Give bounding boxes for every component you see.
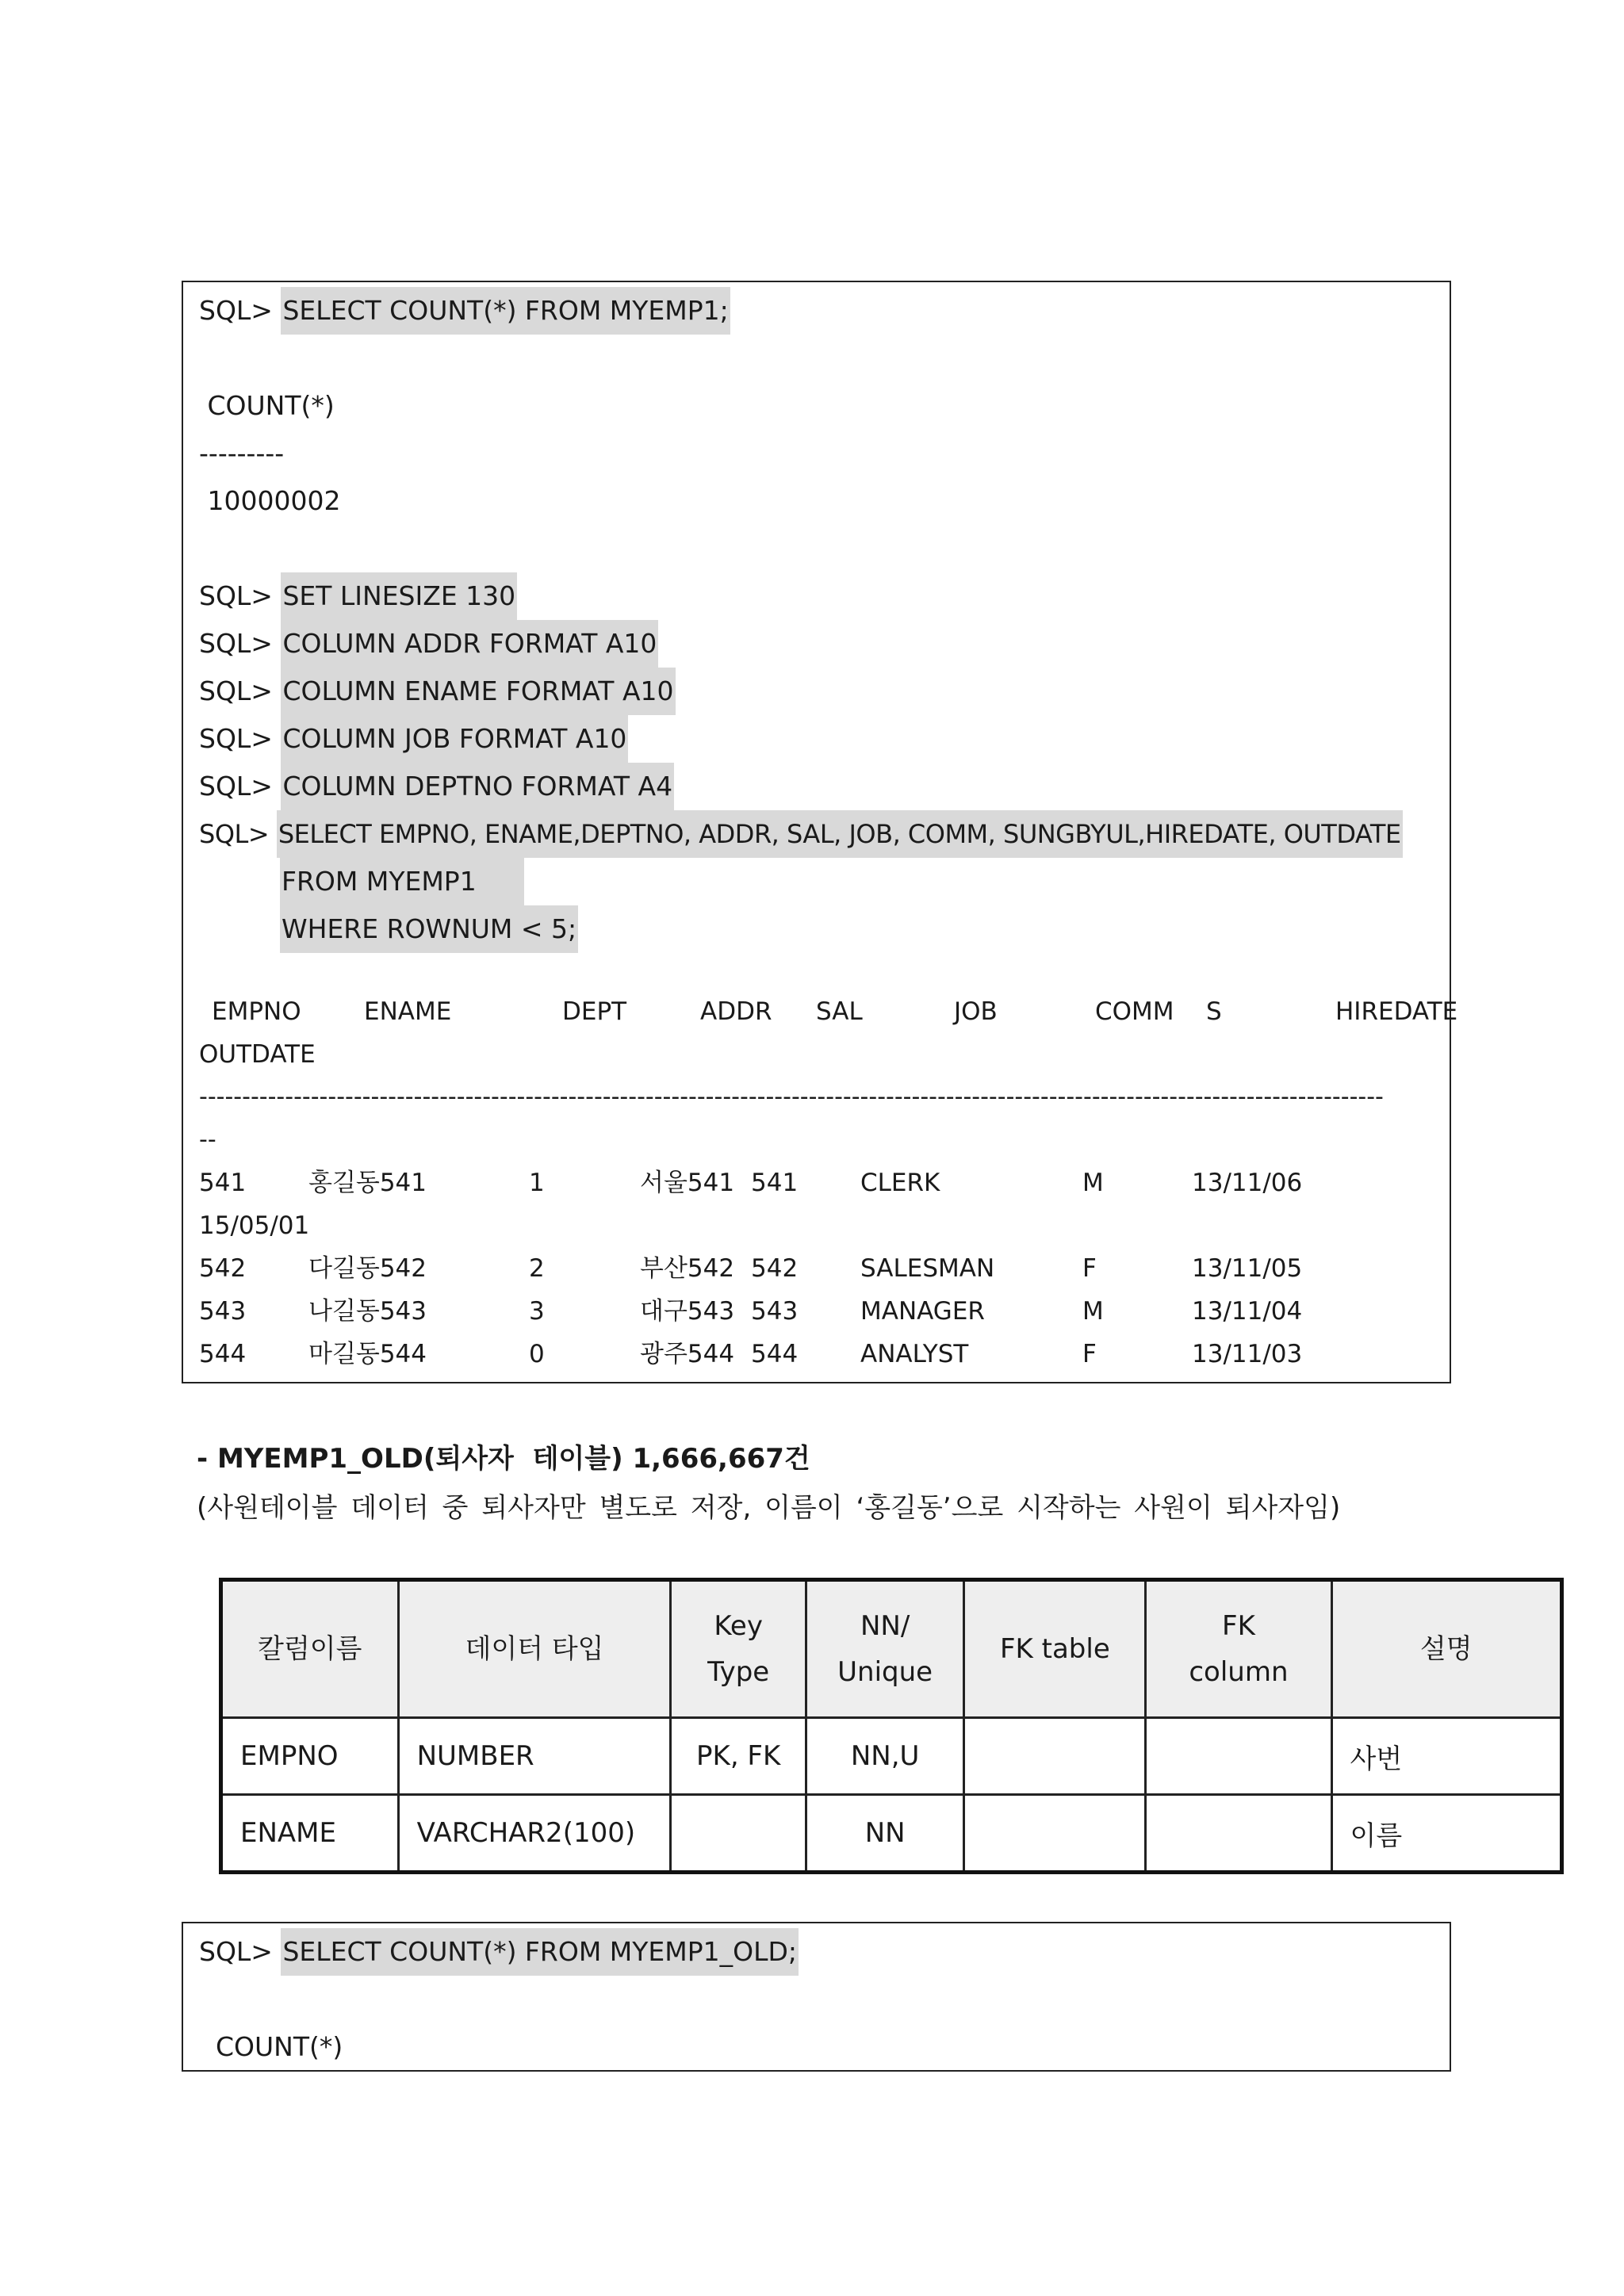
result-column-header: SAL <box>816 997 863 1026</box>
table-cell: 13/11/04 <box>1192 1297 1303 1326</box>
table-cell: NUMBER <box>398 1718 671 1795</box>
table-cell <box>671 1795 806 1873</box>
table-cell: 대구543 <box>640 1297 735 1326</box>
table-cell <box>964 1795 1146 1873</box>
sql-output-box-myemp1-old <box>182 1922 1451 2072</box>
table-cell <box>964 1718 1146 1795</box>
table-cell: 2 <box>529 1254 545 1283</box>
table-cell: M <box>1082 1169 1104 1197</box>
sql-command: SELECT COUNT(*) FROM MYEMP1; <box>281 287 730 335</box>
sql-command: COLUMN DEPTNO FORMAT A4 <box>281 763 674 810</box>
sql-line-select <box>199 810 1403 858</box>
sql-command: SELECT EMPNO, ENAME,DEPTNO, ADDR, SAL, JOB, COMM, SUNGBYUL,HIREDATE, OUTDATE <box>277 810 1403 858</box>
sql-command: COLUMN ADDR FORMAT A10 <box>281 620 658 668</box>
table-cell: VARCHAR2(100) <box>398 1795 671 1873</box>
table-cell: 서울541 <box>640 1169 735 1197</box>
sql-line-where <box>280 905 578 953</box>
result-value: 10000002 <box>199 485 341 516</box>
table-cell: 542 <box>751 1254 799 1283</box>
table-cell: 부산542 <box>640 1254 735 1283</box>
table-cell: 3 <box>529 1297 545 1326</box>
sql-prompt: SQL> <box>199 771 282 802</box>
header-key-type <box>671 1580 806 1718</box>
sql-command: COLUMN ENAME FORMAT A10 <box>281 668 675 715</box>
result-column-header: ENAME <box>364 997 452 1026</box>
section-title: - MYEMP1_OLD(퇴사자 테이블) 1,666,667건 <box>197 1443 810 1475</box>
result-column-header: JOB <box>954 997 998 1026</box>
table-cell: EMPNO <box>221 1718 399 1795</box>
sql-line-setup <box>199 620 658 668</box>
sql-line-setup <box>199 763 674 810</box>
header-text: FK <box>1222 1610 1255 1642</box>
sql-prompt: SQL> <box>199 628 282 659</box>
sql-prompt: SQL> <box>199 1936 282 1967</box>
result-column-header: DEPT <box>562 997 627 1026</box>
table-cell: 다길동542 <box>308 1254 427 1283</box>
sql-line-from <box>280 858 524 905</box>
header-column-name: 칼럼이름 <box>221 1580 399 1718</box>
result-column-header: S <box>1206 997 1222 1026</box>
table-cell: SALESMAN <box>860 1254 995 1283</box>
column-spec-table <box>219 1578 1564 1874</box>
table-cell: 544 <box>751 1340 799 1368</box>
table-cell: PK, FK <box>671 1718 806 1795</box>
sql-command: COLUMN JOB FORMAT A10 <box>281 715 628 763</box>
result-header: COUNT(*) <box>199 390 335 421</box>
sql-prompt: SQL> <box>199 819 277 849</box>
sql-line-setup <box>199 668 676 715</box>
result-header: COUNT(*) <box>199 2031 343 2062</box>
header-description: 설명 <box>1331 1580 1561 1718</box>
table-cell: 541 <box>751 1169 799 1197</box>
table-cell: 사번 <box>1331 1718 1561 1795</box>
table-cell: 이름 <box>1331 1795 1561 1873</box>
header-data-type: 데이터 타입 <box>398 1580 671 1718</box>
result-separator: -- <box>199 1126 216 1154</box>
header-nn-unique <box>806 1580 964 1718</box>
result-column-header: OUTDATE <box>199 1040 316 1069</box>
table-cell: 541 <box>199 1169 247 1197</box>
table-cell <box>1146 1718 1331 1795</box>
table-cell: 542 <box>199 1254 247 1283</box>
table-cell: ENAME <box>221 1795 399 1873</box>
header-fk-column <box>1146 1580 1331 1718</box>
table-cell: NN,U <box>806 1718 964 1795</box>
table-header-row <box>221 1580 1562 1718</box>
result-column-header: EMPNO <box>212 997 301 1026</box>
sql-command: FROM MYEMP1 <box>280 858 524 905</box>
sql-command: WHERE ROWNUM < 5; <box>280 905 578 953</box>
table-cell: 543 <box>199 1297 247 1326</box>
sql-line-setup <box>199 715 628 763</box>
table-cell: F <box>1082 1340 1097 1368</box>
table-row <box>221 1718 1562 1795</box>
header-fk-table: FK table <box>964 1580 1146 1718</box>
header-text: NN/ <box>860 1610 910 1642</box>
sql-prompt: SQL> <box>199 580 282 611</box>
table-cell: M <box>1082 1297 1104 1326</box>
table-cell: 마길동544 <box>308 1340 427 1368</box>
section-description: (사원테이블 데이터 중 퇴사자만 별도로 저장, 이름이 ‘홍길동’으로 시작하는 사원이 퇴사자임) <box>197 1492 1341 1524</box>
table-cell: 광주544 <box>640 1340 735 1368</box>
header-text: column <box>1189 1656 1289 1688</box>
header-text: Type <box>707 1656 770 1688</box>
table-cell: 15/05/01 <box>199 1211 310 1240</box>
sql-prompt: SQL> <box>199 295 282 326</box>
table-cell: MANAGER <box>860 1297 985 1326</box>
table-cell: 0 <box>529 1340 545 1368</box>
table-cell: 13/11/03 <box>1192 1340 1303 1368</box>
table-cell: 나길동543 <box>308 1297 427 1326</box>
result-separator: --------- <box>199 438 285 469</box>
table-row <box>221 1795 1562 1873</box>
table-cell: 홍길동541 <box>308 1169 427 1197</box>
header-text: Unique <box>837 1656 933 1688</box>
result-column-header: ADDR <box>700 997 772 1026</box>
sql-line-count <box>199 1928 799 1976</box>
sql-prompt: SQL> <box>199 675 282 706</box>
sql-command: SET LINESIZE 130 <box>281 572 517 620</box>
table-cell: 1 <box>529 1169 545 1197</box>
table-cell: F <box>1082 1254 1097 1283</box>
table-cell: ANALYST <box>860 1340 969 1368</box>
table-cell: 543 <box>751 1297 799 1326</box>
sql-line-count <box>199 287 730 335</box>
sql-command: SELECT COUNT(*) FROM MYEMP1_OLD; <box>281 1928 799 1976</box>
result-column-header: HIREDATE <box>1335 997 1458 1026</box>
result-separator: ------------------------------------------------------------------------------------------------------------------------------------------ <box>199 1083 1384 1111</box>
sql-prompt: SQL> <box>199 723 282 754</box>
result-column-header: COMM <box>1095 997 1174 1026</box>
table-cell: 13/11/05 <box>1192 1254 1303 1283</box>
table-cell: 544 <box>199 1340 247 1368</box>
table-cell: NN <box>806 1795 964 1873</box>
sql-output-box-myemp1 <box>182 281 1458 1383</box>
table-cell: 13/11/06 <box>1192 1169 1303 1197</box>
sql-line-setup <box>199 572 517 620</box>
header-text: Key <box>714 1610 763 1642</box>
table-cell: CLERK <box>860 1169 940 1197</box>
table-cell <box>1146 1795 1331 1873</box>
